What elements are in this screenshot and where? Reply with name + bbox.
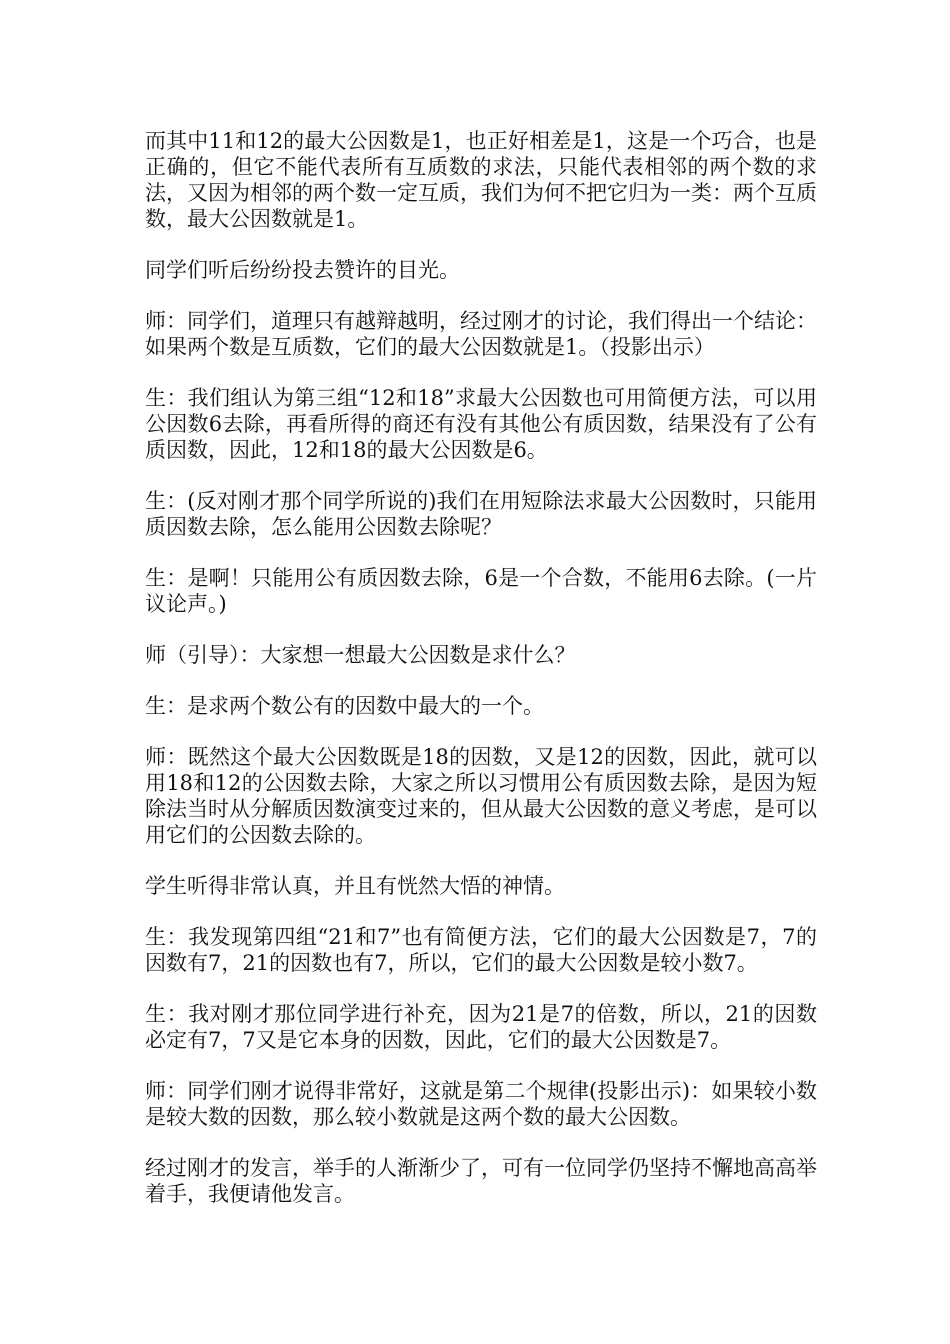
- paragraph-4: 生：我们组认为第三组“12和18”求最大公因数也可用简便方法，可以用公因数6去除，再看所得的商还有没有其他公有质因数，结果没有了公有质因数，因此，12和18的最大公因数是6。: [145, 386, 817, 462]
- paragraph-11: 生：我发现第四组“21和7”也有简便方法，它们的最大公因数是7，7的因数有7，21的因数也有7，所以，它们的最大公因数是较小数7。: [145, 925, 817, 975]
- paragraph-3: 师：同学们，道理只有越辩越明，经过刚才的讨论，我们得出一个结论：如果两个数是互质数，它们的最大公因数就是1。（投影出示）: [145, 309, 817, 359]
- paragraph-6: 生：是啊！只能用公有质因数去除，6是一个合数，不能用6去除。(一片议论声。): [145, 566, 817, 616]
- paragraph-12: 生：我对刚才那位同学进行补充，因为21是7的倍数，所以，21的因数必定有7，7又是它本身的因数，因此，它们的最大公因数是7。: [145, 1002, 817, 1052]
- paragraph-13: 师：同学们刚才说得非常好，这就是第二个规律(投影出示)：如果较小数是较大数的因数，那么较小数就是这两个数的最大公因数。: [145, 1079, 817, 1129]
- paragraph-10: 学生听得非常认真，并且有恍然大悟的神情。: [145, 874, 565, 898]
- paragraph-7: 师（引导）：大家想一想最大公因数是求什么？: [145, 643, 576, 667]
- paragraph-9: 师：既然这个最大公因数既是18的因数，又是12的因数，因此，就可以用18和12的公因数去除，大家之所以习惯用公有质因数去除，是因为短除法当时从分解质因数演变过来的，但从最大公因数的意义考虑，是可以用它们的公因数去除的。: [145, 745, 817, 847]
- paragraph-2: 同学们听后纷纷投去赞许的目光。: [145, 258, 460, 282]
- paragraph-1: 而其中11和12的最大公因数是1，也正好相差是1，这是一个巧合，也是正确的，但它不能代表所有互质数的求法，只能代表相邻的两个数的求法，又因为相邻的两个数一定互质，我们为何不把它归为一类：两个互质数，最大公因数就是1。: [145, 129, 817, 231]
- paragraph-8: 生：是求两个数公有的因数中最大的一个。: [145, 694, 544, 718]
- paragraph-14: 经过刚才的发言，举手的人渐渐少了，可有一位同学仍坚持不懈地高高举着手，我便请他发言。: [145, 1156, 817, 1206]
- document-body: [145, 128, 817, 1232]
- paragraph-5: 生：(反对刚才那个同学所说的)我们在用短除法求最大公因数时，只能用质因数去除，怎么能用公因数去除呢？: [145, 489, 817, 539]
